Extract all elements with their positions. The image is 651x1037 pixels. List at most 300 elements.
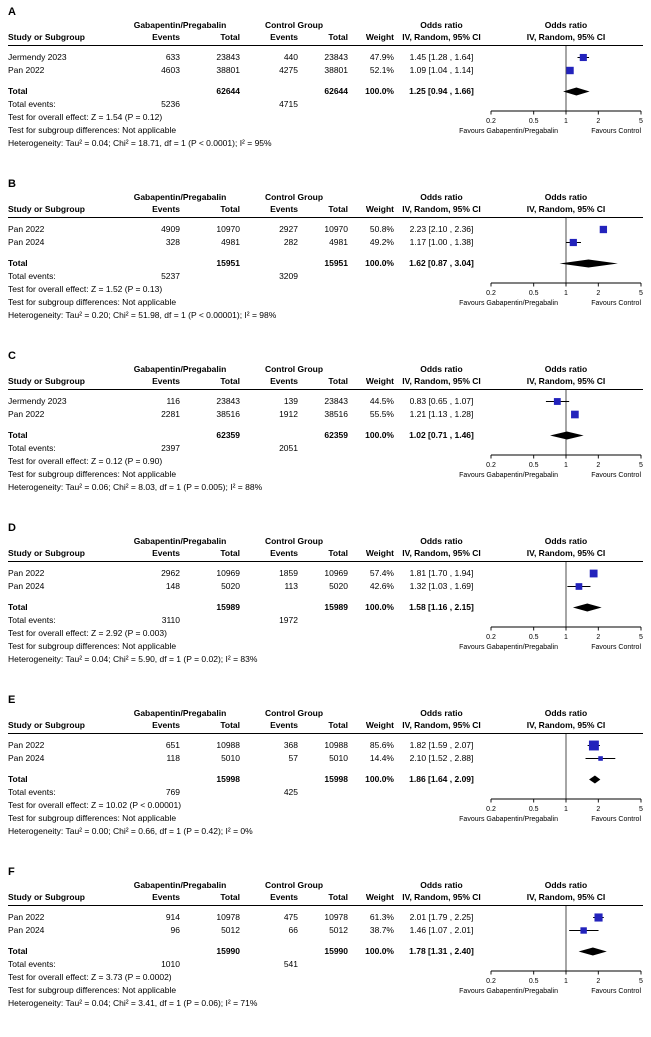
group1-header: Gabapentin/Pregabalin — [133, 20, 227, 30]
total-diamond — [589, 776, 600, 784]
axis-tick-label: 5 — [639, 634, 643, 641]
total-label: Total — [8, 86, 28, 96]
n-gabapentin: 10988 — [216, 740, 240, 750]
col-weight: Weight — [365, 32, 394, 42]
total-weight: 100.0% — [365, 430, 394, 440]
odds-ratio-header-plot: Odds ratio — [544, 536, 588, 546]
total-diamond — [579, 948, 607, 956]
col-events-gabapentin: Events — [152, 32, 180, 42]
n-gabapentin: 10969 — [216, 568, 240, 578]
group2-header: Control Group — [264, 192, 324, 202]
axis-tick-label: 2 — [596, 290, 601, 297]
col-weight: Weight — [365, 376, 394, 386]
study-weight: 57.4% — [369, 568, 394, 578]
study-or-ci: 1.45 [1.28 , 1.64] — [409, 52, 474, 62]
col-weight: Weight — [365, 892, 394, 902]
col-study-or-subgroup: Study or Subgroup — [8, 376, 85, 386]
total-events-control: 541 — [283, 959, 298, 969]
forest-plot-graphic — [345, 691, 645, 863]
study-name: Pan 2022 — [8, 568, 45, 578]
subgroup-differences-test: Test for subgroup differences: Not applicable — [8, 813, 177, 823]
study-or-ci: 2.23 [2.10 , 2.36] — [409, 224, 474, 234]
col-events-control: Events — [270, 548, 298, 558]
study-weight: 50.8% — [369, 224, 394, 234]
heterogeneity-stats: Heterogeneity: Tau² = 0.04; Chi² = 5.90, df = 1 (P = 0.02); I² = 83% — [8, 654, 258, 664]
axis-tick-label: 5 — [639, 462, 643, 469]
forest-panel — [0, 691, 651, 863]
total-or-ci: 1.02 [0.71 , 1.46] — [409, 430, 474, 440]
study-or-ci: 2.10 [1.52 , 2.88] — [409, 753, 474, 763]
study-name: Pan 2022 — [8, 224, 45, 234]
total-events-gabapentin: 5237 — [161, 271, 180, 281]
odds-ratio-header-plot: Odds ratio — [544, 880, 588, 890]
col-total-control: Total — [328, 548, 348, 558]
panel-label: D — [8, 522, 16, 534]
events-control: 1859 — [279, 568, 298, 578]
axis-tick-label: 2 — [596, 634, 601, 641]
n-gabapentin: 4981 — [221, 237, 240, 247]
total-events-gabapentin: 769 — [165, 787, 180, 797]
study-weight: 85.6% — [369, 740, 394, 750]
events-gabapentin: 2281 — [161, 409, 180, 419]
col-total-gabapentin: Total — [220, 548, 240, 558]
forest-panel — [0, 347, 651, 519]
total-label: Total — [8, 430, 28, 440]
study-or-ci: 1.09 [1.04 , 1.14] — [409, 65, 474, 75]
col-events-gabapentin: Events — [152, 720, 180, 730]
n-control: 10969 — [324, 568, 348, 578]
col-study-or-subgroup: Study or Subgroup — [8, 204, 85, 214]
events-gabapentin: 118 — [166, 753, 180, 763]
events-control: 66 — [288, 925, 298, 935]
group1-header: Gabapentin/Pregabalin — [133, 708, 227, 718]
study-or-ci: 2.01 [1.79 , 2.25] — [409, 912, 474, 922]
total-or-ci: 1.86 [1.64 , 2.09] — [409, 774, 474, 784]
col-weight: Weight — [365, 720, 394, 730]
favours-right-label: Favours Control — [591, 816, 641, 823]
total-weight: 100.0% — [365, 86, 394, 96]
study-square — [600, 226, 607, 233]
study-or-ci: 1.82 [1.59 , 2.07] — [409, 740, 474, 750]
study-or-ci: 1.17 [1.00 , 1.38] — [409, 237, 474, 247]
forest-plot-graphic — [345, 175, 645, 347]
study-square — [580, 927, 586, 933]
total-n-gabapentin: 15998 — [216, 774, 240, 784]
axis-tick-label: 0.5 — [528, 462, 539, 469]
n-control: 10988 — [324, 740, 348, 750]
total-events-control: 1972 — [279, 615, 298, 625]
total-events-gabapentin: 2397 — [161, 443, 180, 453]
axis-tick-label: 0.5 — [528, 806, 539, 813]
total-label: Total — [8, 946, 28, 956]
overall-effect-test: Test for overall effect: Z = 1.54 (P = 0.12) — [8, 112, 163, 122]
n-control: 23843 — [324, 52, 348, 62]
study-or-ci: 1.32 [1.03 , 1.69] — [409, 581, 474, 591]
col-iv-random-ci: IV, Random, 95% CI — [402, 376, 481, 386]
odds-ratio-header-plot: Odds ratio — [544, 192, 588, 202]
study-square — [590, 570, 598, 578]
study-or-ci: 1.46 [1.07 , 2.01] — [409, 925, 474, 935]
n-gabapentin: 23843 — [216, 52, 240, 62]
panel-label: E — [8, 694, 16, 706]
axis-tick-label: 5 — [639, 290, 643, 297]
forest-plot-graphic — [345, 863, 645, 1035]
col-total-gabapentin: Total — [220, 720, 240, 730]
n-control: 5012 — [329, 925, 348, 935]
study-name: Pan 2024 — [8, 237, 45, 247]
events-control: 475 — [283, 912, 298, 922]
subgroup-differences-test: Test for subgroup differences: Not applicable — [8, 469, 177, 479]
n-gabapentin: 38801 — [216, 65, 240, 75]
col-events-control: Events — [270, 720, 298, 730]
axis-tick-label: 1 — [564, 634, 568, 641]
study-weight: 47.9% — [369, 52, 394, 62]
col-iv-random-ci: IV, Random, 95% CI — [402, 32, 481, 42]
study-name: Pan 2024 — [8, 581, 45, 591]
forest-panel — [0, 519, 651, 691]
total-n-gabapentin: 15990 — [216, 946, 240, 956]
study-square — [598, 756, 603, 761]
n-gabapentin: 38516 — [216, 409, 240, 419]
axis-tick-label: 0.2 — [486, 118, 496, 125]
favours-right-label: Favours Control — [591, 644, 641, 651]
total-diamond — [550, 432, 584, 440]
n-control: 5010 — [329, 753, 348, 763]
axis-tick-label: 2 — [596, 978, 601, 985]
panel-label: A — [8, 6, 16, 18]
study-weight: 42.6% — [369, 581, 394, 591]
total-label: Total — [8, 774, 28, 784]
col-iv-random-ci-plot: IV, Random, 95% CI — [526, 376, 606, 386]
favours-left-label: Favours Gabapentin/Pregabalin — [459, 300, 558, 307]
total-n-gabapentin: 15951 — [216, 258, 240, 268]
heterogeneity-stats: Heterogeneity: Tau² = 0.00; Chi² = 0.66, df = 1 (P = 0.42); I² = 0% — [8, 826, 253, 836]
heterogeneity-stats: Heterogeneity: Tau² = 0.20; Chi² = 51.98, df = 1 (P < 0.00001); I² = 98% — [8, 310, 277, 320]
total-events-gabapentin: 5236 — [161, 99, 180, 109]
group1-header: Gabapentin/Pregabalin — [133, 536, 227, 546]
axis-tick-label: 0.2 — [486, 462, 496, 469]
total-n-control: 62644 — [324, 86, 348, 96]
events-control: 4275 — [279, 65, 298, 75]
axis-tick-label: 5 — [639, 118, 643, 125]
odds-ratio-header-text: Odds ratio — [420, 708, 463, 718]
n-control: 38801 — [324, 65, 348, 75]
total-n-gabapentin: 15989 — [216, 602, 240, 612]
col-total-control: Total — [328, 204, 348, 214]
total-events-control: 2051 — [279, 443, 298, 453]
events-gabapentin: 148 — [165, 581, 180, 591]
total-events-label: Total events: — [8, 99, 56, 109]
total-weight: 100.0% — [365, 774, 394, 784]
n-control: 38516 — [324, 409, 348, 419]
col-events-gabapentin: Events — [152, 204, 180, 214]
overall-effect-test: Test for overall effect: Z = 10.02 (P < 0.00001) — [8, 800, 182, 810]
col-total-control: Total — [328, 32, 348, 42]
study-name: Jermendy 2023 — [8, 52, 67, 62]
col-study-or-subgroup: Study or Subgroup — [8, 892, 85, 902]
n-gabapentin: 10978 — [216, 912, 240, 922]
axis-tick-label: 2 — [596, 118, 601, 125]
heterogeneity-stats: Heterogeneity: Tau² = 0.04; Chi² = 3.41, df = 1 (P = 0.06); I² = 71% — [8, 998, 258, 1008]
odds-ratio-header-plot: Odds ratio — [544, 708, 588, 718]
study-name: Pan 2022 — [8, 740, 45, 750]
study-square — [554, 398, 561, 405]
panel-label: F — [8, 866, 15, 878]
forest-plot-graphic — [345, 347, 645, 519]
overall-effect-test: Test for overall effect: Z = 3.73 (P = 0.0002) — [8, 972, 172, 982]
favours-left-label: Favours Gabapentin/Pregabalin — [459, 644, 558, 651]
events-gabapentin: 116 — [166, 396, 180, 406]
n-gabapentin: 5020 — [221, 581, 240, 591]
total-n-gabapentin: 62644 — [216, 86, 240, 96]
panel-label: B — [8, 178, 16, 190]
n-control: 10970 — [324, 224, 348, 234]
col-total-gabapentin: Total — [220, 376, 240, 386]
total-events-label: Total events: — [8, 615, 56, 625]
study-or-ci: 1.81 [1.70 , 1.94] — [409, 568, 474, 578]
subgroup-differences-test: Test for subgroup differences: Not applicable — [8, 125, 177, 135]
group2-header: Control Group — [264, 536, 324, 546]
n-gabapentin: 10970 — [216, 224, 240, 234]
heterogeneity-stats: Heterogeneity: Tau² = 0.04; Chi² = 18.71, df = 1 (P < 0.0001); I² = 95% — [8, 138, 272, 148]
total-events-gabapentin: 1010 — [161, 959, 180, 969]
favours-left-label: Favours Gabapentin/Pregabalin — [459, 816, 558, 823]
col-total-gabapentin: Total — [220, 204, 240, 214]
forest-panel — [0, 863, 651, 1035]
events-gabapentin: 328 — [165, 237, 180, 247]
col-iv-random-ci-plot: IV, Random, 95% CI — [526, 892, 606, 902]
axis-tick-label: 0.5 — [528, 634, 539, 641]
group2-header: Control Group — [264, 20, 324, 30]
n-gabapentin: 5010 — [221, 753, 240, 763]
favours-right-label: Favours Control — [591, 300, 641, 307]
total-label: Total — [8, 258, 28, 268]
events-control: 440 — [283, 52, 298, 62]
events-gabapentin: 96 — [170, 925, 180, 935]
axis-tick-label: 1 — [564, 462, 568, 469]
total-weight: 100.0% — [365, 946, 394, 956]
axis-tick-label: 1 — [564, 806, 568, 813]
subgroup-differences-test: Test for subgroup differences: Not applicable — [8, 641, 177, 651]
col-total-gabapentin: Total — [220, 892, 240, 902]
total-label: Total — [8, 602, 28, 612]
group2-header: Control Group — [264, 880, 324, 890]
events-control: 282 — [283, 237, 298, 247]
col-events-control: Events — [270, 204, 298, 214]
heterogeneity-stats: Heterogeneity: Tau² = 0.06; Chi² = 8.03, df = 1 (P = 0.005); I² = 88% — [8, 482, 263, 492]
events-control: 368 — [283, 740, 298, 750]
total-n-control: 15998 — [324, 774, 348, 784]
col-study-or-subgroup: Study or Subgroup — [8, 32, 85, 42]
total-or-ci: 1.78 [1.31 , 2.40] — [409, 946, 474, 956]
group1-header: Gabapentin/Pregabalin — [133, 364, 227, 374]
axis-tick-label: 0.5 — [528, 978, 539, 985]
study-square — [594, 913, 602, 921]
forest-panel — [0, 175, 651, 347]
axis-tick-label: 5 — [639, 806, 643, 813]
events-control: 57 — [288, 753, 298, 763]
axis-tick-label: 2 — [596, 462, 601, 469]
forest-plot-graphic — [345, 519, 645, 691]
study-or-ci: 1.21 [1.13 , 1.28] — [409, 409, 474, 419]
col-iv-random-ci-plot: IV, Random, 95% CI — [526, 548, 606, 558]
events-gabapentin: 4603 — [161, 65, 180, 75]
total-events-control: 4715 — [279, 99, 298, 109]
axis-tick-label: 2 — [596, 806, 601, 813]
total-weight: 100.0% — [365, 258, 394, 268]
total-n-control: 15990 — [324, 946, 348, 956]
col-events-gabapentin: Events — [152, 376, 180, 386]
overall-effect-test: Test for overall effect: Z = 2.92 (P = 0.003) — [8, 628, 167, 638]
total-events-label: Total events: — [8, 787, 56, 797]
events-control: 113 — [284, 581, 298, 591]
group1-header: Gabapentin/Pregabalin — [133, 192, 227, 202]
total-diamond — [573, 604, 602, 612]
events-control: 1912 — [279, 409, 298, 419]
col-iv-random-ci-plot: IV, Random, 95% CI — [526, 204, 606, 214]
study-name: Jermendy 2023 — [8, 396, 67, 406]
odds-ratio-header-text: Odds ratio — [420, 20, 463, 30]
col-events-control: Events — [270, 32, 298, 42]
odds-ratio-header-text: Odds ratio — [420, 880, 463, 890]
study-square — [571, 411, 579, 419]
study-weight: 14.4% — [369, 753, 394, 763]
odds-ratio-header-plot: Odds ratio — [544, 364, 588, 374]
subgroup-differences-test: Test for subgroup differences: Not applicable — [8, 985, 177, 995]
study-name: Pan 2024 — [8, 925, 45, 935]
col-total-gabapentin: Total — [220, 32, 240, 42]
axis-tick-label: 0.5 — [528, 290, 539, 297]
axis-tick-label: 1 — [564, 978, 568, 985]
study-weight: 44.5% — [369, 396, 394, 406]
n-control: 23843 — [324, 396, 348, 406]
n-control: 4981 — [329, 237, 348, 247]
favours-left-label: Favours Gabapentin/Pregabalin — [459, 988, 558, 995]
total-or-ci: 1.25 [0.94 , 1.66] — [409, 86, 474, 96]
n-gabapentin: 23843 — [216, 396, 240, 406]
col-total-control: Total — [328, 720, 348, 730]
group2-header: Control Group — [264, 708, 324, 718]
favours-right-label: Favours Control — [591, 128, 641, 135]
col-total-control: Total — [328, 376, 348, 386]
total-events-label: Total events: — [8, 443, 56, 453]
favours-left-label: Favours Gabapentin/Pregabalin — [459, 472, 558, 479]
axis-tick-label: 0.2 — [486, 634, 496, 641]
total-events-label: Total events: — [8, 959, 56, 969]
odds-ratio-header-plot: Odds ratio — [544, 20, 588, 30]
col-weight: Weight — [365, 204, 394, 214]
axis-tick-label: 0.2 — [486, 978, 496, 985]
n-control: 5020 — [329, 581, 348, 591]
col-iv-random-ci-plot: IV, Random, 95% CI — [526, 720, 606, 730]
col-iv-random-ci: IV, Random, 95% CI — [402, 892, 481, 902]
odds-ratio-header-text: Odds ratio — [420, 192, 463, 202]
total-weight: 100.0% — [365, 602, 394, 612]
study-name: Pan 2024 — [8, 753, 45, 763]
col-events-control: Events — [270, 892, 298, 902]
study-square — [566, 67, 573, 74]
col-study-or-subgroup: Study or Subgroup — [8, 548, 85, 558]
study-square — [576, 583, 583, 590]
study-name: Pan 2022 — [8, 409, 45, 419]
study-weight: 49.2% — [369, 237, 394, 247]
study-square — [589, 741, 599, 751]
group2-header: Control Group — [264, 364, 324, 374]
events-gabapentin: 914 — [165, 912, 180, 922]
total-or-ci: 1.62 [0.87 , 3.04] — [409, 258, 474, 268]
odds-ratio-header-text: Odds ratio — [420, 536, 463, 546]
favours-right-label: Favours Control — [591, 472, 641, 479]
axis-tick-label: 0.5 — [528, 118, 539, 125]
events-gabapentin: 651 — [165, 740, 180, 750]
events-control: 2927 — [279, 224, 298, 234]
study-square — [580, 54, 587, 61]
n-gabapentin: 5012 — [221, 925, 240, 935]
study-square — [570, 239, 577, 246]
total-events-label: Total events: — [8, 271, 56, 281]
favours-right-label: Favours Control — [591, 988, 641, 995]
total-events-gabapentin: 3110 — [161, 615, 180, 625]
n-control: 10978 — [324, 912, 348, 922]
forest-plot-figure — [0, 3, 651, 1035]
total-diamond — [560, 260, 618, 268]
forest-plot-graphic — [345, 3, 645, 175]
col-iv-random-ci: IV, Random, 95% CI — [402, 548, 481, 558]
col-total-control: Total — [328, 892, 348, 902]
axis-tick-label: 0.2 — [486, 806, 496, 813]
study-name: Pan 2022 — [8, 65, 45, 75]
col-events-control: Events — [270, 376, 298, 386]
axis-tick-label: 0.2 — [486, 290, 496, 297]
forest-panel — [0, 3, 651, 175]
axis-tick-label: 1 — [564, 118, 568, 125]
total-n-control: 15951 — [324, 258, 348, 268]
overall-effect-test: Test for overall effect: Z = 0.12 (P = 0.90) — [8, 456, 163, 466]
overall-effect-test: Test for overall effect: Z = 1.52 (P = 0.13) — [8, 284, 163, 294]
study-weight: 52.1% — [369, 65, 394, 75]
col-events-gabapentin: Events — [152, 548, 180, 558]
favours-left-label: Favours Gabapentin/Pregabalin — [459, 128, 558, 135]
study-name: Pan 2022 — [8, 912, 45, 922]
group1-header: Gabapentin/Pregabalin — [133, 880, 227, 890]
total-n-control: 62359 — [324, 430, 348, 440]
total-diamond — [563, 88, 590, 96]
study-or-ci: 0.83 [0.65 , 1.07] — [409, 396, 474, 406]
events-gabapentin: 633 — [165, 52, 180, 62]
total-events-control: 3209 — [279, 271, 298, 281]
col-iv-random-ci: IV, Random, 95% CI — [402, 720, 481, 730]
study-weight: 38.7% — [369, 925, 394, 935]
total-n-control: 15989 — [324, 602, 348, 612]
axis-tick-label: 5 — [639, 978, 643, 985]
subgroup-differences-test: Test for subgroup differences: Not applicable — [8, 297, 177, 307]
total-n-gabapentin: 62359 — [216, 430, 240, 440]
axis-tick-label: 1 — [564, 290, 568, 297]
events-gabapentin: 4909 — [161, 224, 180, 234]
col-iv-random-ci-plot: IV, Random, 95% CI — [526, 32, 606, 42]
panel-label: C — [8, 350, 16, 362]
events-gabapentin: 2962 — [161, 568, 180, 578]
total-or-ci: 1.58 [1.16 , 2.15] — [409, 602, 474, 612]
odds-ratio-header-text: Odds ratio — [420, 364, 463, 374]
col-weight: Weight — [365, 548, 394, 558]
col-study-or-subgroup: Study or Subgroup — [8, 720, 85, 730]
study-weight: 55.5% — [369, 409, 394, 419]
study-weight: 61.3% — [369, 912, 394, 922]
col-events-gabapentin: Events — [152, 892, 180, 902]
events-control: 139 — [283, 396, 298, 406]
total-events-control: 425 — [283, 787, 298, 797]
